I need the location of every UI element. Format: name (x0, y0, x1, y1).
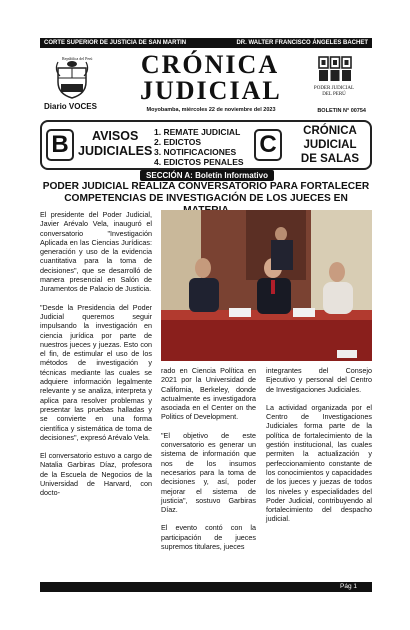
article-column-1 (40, 210, 152, 507)
poder-judicial-logo-icon (318, 56, 352, 82)
list-item: 2. EDICTOS (154, 137, 202, 147)
page-number: Pág 1 (340, 583, 357, 590)
footer-bar (40, 582, 372, 592)
article-column-3 (266, 366, 372, 533)
sections-panel (40, 120, 372, 170)
list-item: 3. NOTIFICACIONES (154, 147, 237, 157)
newspaper-title (140, 52, 280, 104)
top-banner (40, 38, 372, 48)
avisos-line-2: JUDICIALES (78, 144, 153, 158)
paragraph: El presidente del Poder Judicial, Javier Arévalo Vela, inauguró el conversatorio "Investigación Aplicada en las Ciencias Jurídicas: generación y uso de la evidencia cuantitativa para la toma de decisiones", que se desarrolló de manera presencial en Salón de Juramentos de Palacio de Justicia. (40, 210, 152, 294)
event-photo (161, 210, 372, 361)
list-item: 1. REMATE JUDICIAL (154, 127, 241, 137)
section-badge: SECCIÓN A: Boletín Informativo (140, 170, 274, 181)
diario-voces-label: Diario VOCES (44, 102, 97, 111)
poder-judicial-text (306, 86, 362, 98)
cronica-line-2: JUDICIAL (303, 139, 357, 151)
section-c-letter: C (254, 129, 282, 161)
paragraph: rado en Ciencia Política en 2021 por la Universidad de California, Berkeley, donde actualmente es investigadora asociada en el Center on the Politics of Development. (161, 366, 256, 422)
list-item: 4. EDICTOS PENALES (154, 157, 244, 167)
paragraph: "Desde la Presidencia del Poder Judicial queremos seguir impulsando la investigación en ciencia jurídica por parte de nuestros jueces y juezas. Esto con el fin, de estimular el uso de los métodos de investigación y técnicas mediante las cuales se adquiere información legalmente relevante y se analiza, interpreta y aplica para resolver problemas y presentar las pruebas halladas y se convierte en una forma científica y sistemática de toma de decisiones", expresó Arévalo Vela. (40, 302, 152, 442)
cronica-line-1: CRÓNICA (303, 125, 357, 137)
avisos-judiciales-label (78, 129, 152, 159)
masthead (40, 52, 372, 118)
paragraph: La actividad organizada por el Centro de Investigaciones Judiciales forma parte de la política de fortalecimiento de la gestión institucional, las cuales permiten la actualización y perfeccionamiento constante de los conocimientos y capacidades de los jueces y juezas de todos los niveles y especialidades del Poder Judicial, contribuyendo al fortalecimiento del despacho judicial. (266, 402, 372, 524)
paragraph: El conversatorio estuvo a cargo de Natalia Garbiras Díaz, profesora de la Escuela de Negocios de la Universidad de Harvard, con docto- (40, 451, 152, 498)
court-name: CORTE SUPERIOR DE JUSTICIA DE SAN MARTIN (44, 40, 187, 46)
title-line-2: JUDICIAL (140, 76, 282, 105)
section-b-letter: B (46, 129, 74, 161)
pj-line-2: DEL PERÚ (322, 92, 346, 97)
avisos-line-1: AVISOS (92, 129, 139, 143)
title-line-1: CRÓNICA (140, 50, 280, 79)
article-column-2 (161, 366, 256, 560)
pj-line-1: PODER JUDICIAL (313, 86, 355, 91)
cronica-judicial-salas-label (288, 124, 372, 166)
paragraph: "El objetivo de este conversatorio es generar un sistema de información que nos de los insumos necesarios para la toma de decisiones y, así, poder mejorar el sistema de justicia", sostuvo Garbiras Díaz. (161, 430, 256, 515)
article-headline: PODER JUDICIAL REALIZA CONVERSATORIO PARA FORTALECER COMPETENCIAS DE INVESTIGACIÓN DE LOS JUECES EN (42, 181, 370, 204)
national-seal-icon (50, 56, 94, 100)
paragraph: integrantes del Consejo Ejecutivo y personal del Centro de Investigaciones Judiciales. (266, 366, 372, 394)
avisos-list (154, 127, 244, 167)
seal-label: República del Perú (62, 56, 93, 61)
paragraph: El evento contó con la participación de jueces supremos titulares, jueces (161, 523, 256, 552)
dateline: Moyobamba, miércoles 22 de noviembre del 2023 (146, 107, 276, 113)
president-name: DR. WALTER FRANCISCO ÁNGELES BACHET (236, 40, 368, 46)
cronica-line-3: DE SALAS (300, 153, 360, 165)
bulletin-number: BOLETIN N° 00754 (317, 108, 366, 114)
